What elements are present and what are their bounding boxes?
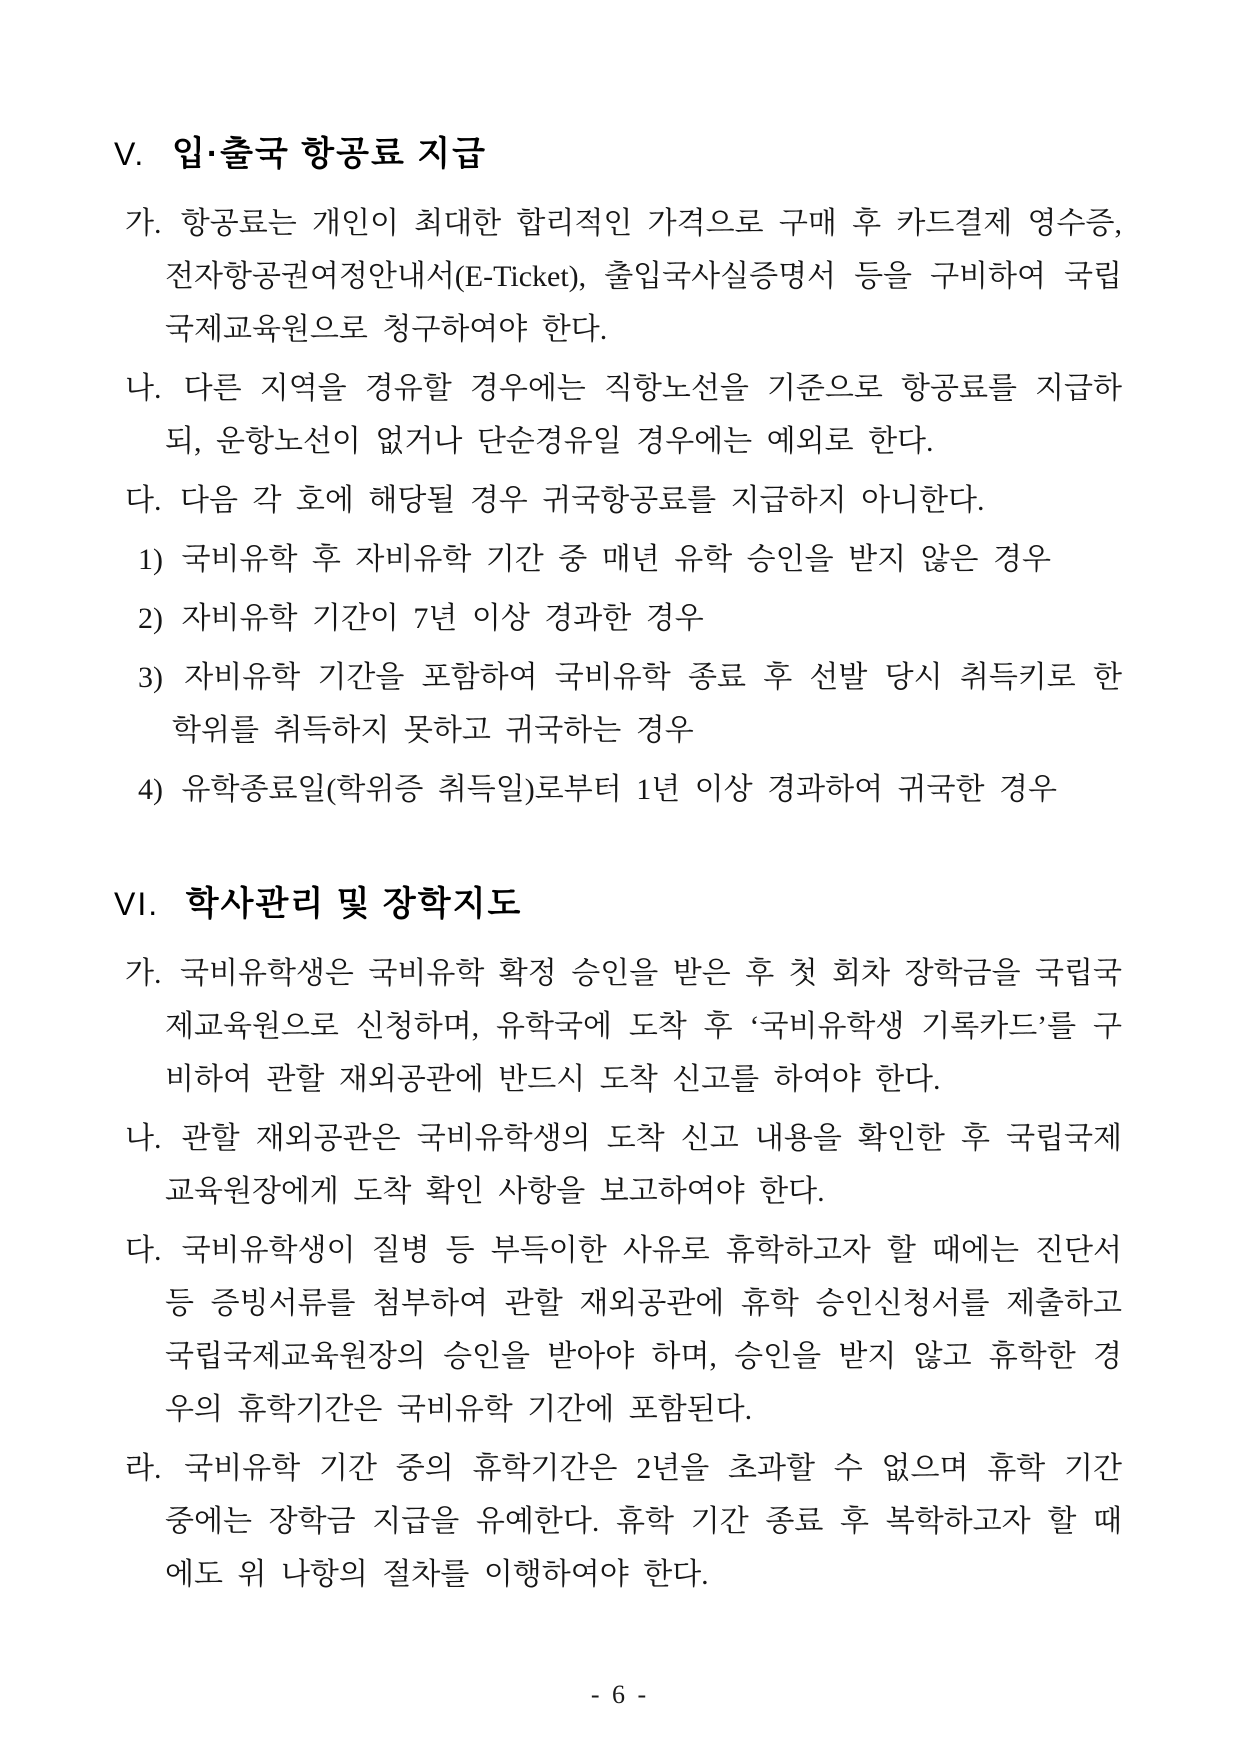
item-label: 2) xyxy=(138,602,163,635)
item-label: 다. xyxy=(125,484,162,517)
section-v-number: V. xyxy=(114,136,146,172)
item-label: 나. xyxy=(125,372,162,405)
doc-item-v-4 xyxy=(118,763,1122,816)
item-text: 다음 각 호에 해당될 경우 귀국항공료를 지급하지 아니한다. xyxy=(179,484,985,517)
item-text: 다른 지역을 경유할 경우에는 직항노선을 기준으로 항공료를 지급하되, 운항노선이 없거나 단순경유일 경우에는 예외로 한다. xyxy=(165,372,1122,458)
item-text: 자비유학 기간이 7년 이상 경과한 경우 xyxy=(181,602,704,635)
item-label: 4) xyxy=(138,773,163,806)
item-label: 라. xyxy=(125,1452,162,1485)
item-text: 관할 재외공관은 국비유학생의 도착 신고 내용을 확인한 후 국립국제교육원장에게 도착 확인 사항을 보고하여야 한다. xyxy=(165,1122,1122,1208)
doc-item-vi-ga xyxy=(118,947,1122,1106)
item-text: 항공료는 개인이 최대한 합리적인 가격으로 구매 후 카드결제 영수증, 전자항공권여정안내서(E-Ticket), 출입국사실증명서 등을 구비하여 국립국제교육원으로 청구하여야 한다. xyxy=(165,207,1122,346)
item-text: 국비유학 기간 중의 휴학기간은 2년을 초과할 수 없으며 휴학 기간 중에는 장학금 지급을 유예한다. 휴학 기간 종료 후 복학하고자 할 때에도 위 나항의 절차를 이행하여야 한다. xyxy=(165,1452,1123,1591)
section-vi-number: VI. xyxy=(114,886,160,922)
item-text: 국비유학생은 국비유학 확정 승인을 받은 후 첫 회차 장학금을 국립국제교육원으로 신청하며, 유학국에 도착 후 ‘국비유학생 기록카드’를 구비하여 관할 재외공관에 반드시 도착 신고를 하여야 한다. xyxy=(165,957,1122,1096)
section-vi-heading xyxy=(114,872,1122,927)
doc-item-v-da xyxy=(118,474,1122,527)
section-vi-title: 학사관리 및 장학지도 xyxy=(185,885,523,923)
page-number: - 6 - xyxy=(590,1680,650,1709)
doc-item-v-3 xyxy=(118,651,1122,757)
section-vi xyxy=(114,872,1123,1601)
doc-item-v-na xyxy=(118,362,1122,468)
doc-item-vi-ra xyxy=(118,1442,1122,1601)
item-label: 1) xyxy=(138,543,163,576)
item-text: 국비유학 후 자비유학 기간 중 매년 유학 승인을 받지 않은 경우 xyxy=(181,543,1051,576)
section-v xyxy=(114,122,1123,816)
item-label: 가. xyxy=(125,207,162,240)
section-v-heading xyxy=(114,122,1122,177)
item-text: 국비유학생이 질병 등 부득이한 사유로 휴학하고자 할 때에는 진단서 등 증빙서류를 첨부하여 관할 재외공관에 휴학 승인신청서를 제출하고 국립국제교육원장의 승인을 받아야 하며, 승인을 받지 않고 휴학한 경우의 휴학기간은 국비유학 기간에 포함된다. xyxy=(165,1234,1122,1426)
doc-item-v-2 xyxy=(118,592,1122,645)
doc-item-v-ga xyxy=(118,197,1122,356)
item-label: 나. xyxy=(125,1122,162,1155)
doc-item-vi-na xyxy=(118,1112,1122,1218)
item-text: 자비유학 기간을 포함하여 국비유학 종료 후 선발 당시 취득키로 한 학위를 취득하지 못하고 귀국하는 경우 xyxy=(172,661,1123,747)
item-label: 가. xyxy=(125,957,162,990)
item-label: 3) xyxy=(138,661,163,694)
item-text: 유학종료일(학위증 취득일)로부터 1년 이상 경과하여 귀국한 경우 xyxy=(181,773,1057,806)
item-label: 다. xyxy=(125,1234,162,1267)
section-v-title: 입·출국 항공료 지급 xyxy=(171,135,487,173)
doc-item-v-1 xyxy=(118,533,1122,586)
doc-item-vi-da xyxy=(118,1224,1122,1436)
